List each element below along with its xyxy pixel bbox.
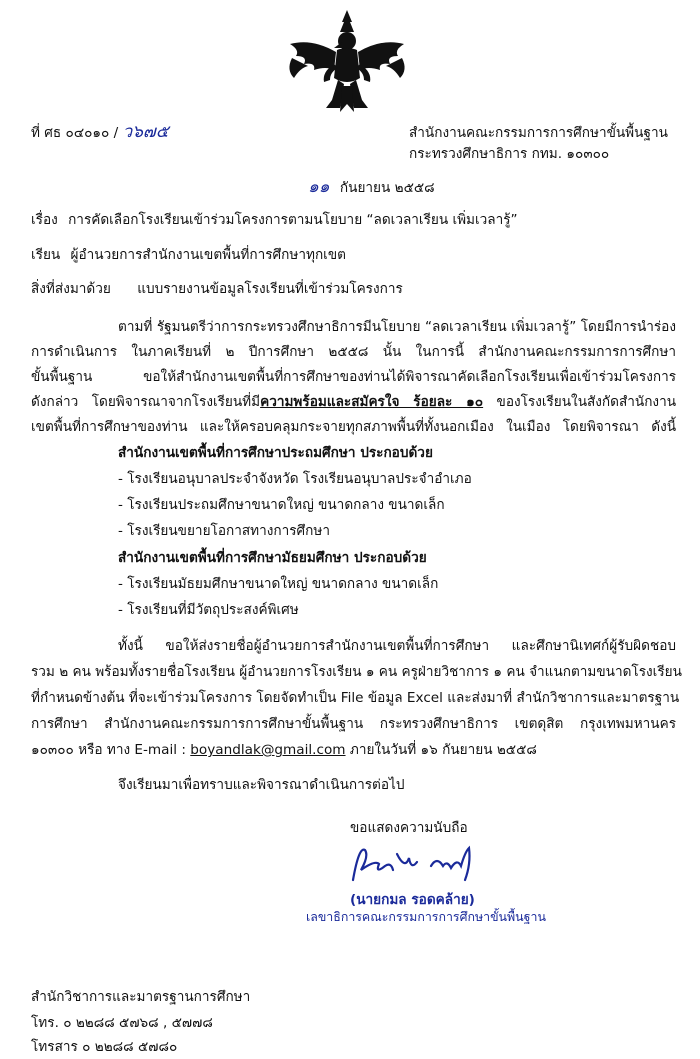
paragraph-1-line-3: ขั้นพื้นฐาน ขอให้สำนักงานเขตพื้นที่การศึกษาของท่านได้พิจารณาคัดเลือกโรงเรียนเพื่อเข้าร่วมโครงการ bbox=[31, 369, 676, 385]
paragraph-1-line-5: เขตพื้นที่การศึกษาของท่าน และให้ครอบคลุมกระจายทุกสภาพพื้นที่ทั้งนอกเมือง ในเมือง โดยพิจารณา ดังนี้ bbox=[31, 419, 676, 435]
secondary-item: - โรงเรียนที่มีวัตถุประสงค์พิเศษ bbox=[118, 602, 299, 618]
complimentary-close: ขอแสดงความนับถือ bbox=[350, 820, 468, 836]
enclosure-label: สิ่งที่ส่งมาด้วย bbox=[31, 281, 111, 297]
primary-item: - โรงเรียนประถมศึกษาขนาดใหญ่ ขนาดกลาง ขนาดเล็ก bbox=[118, 497, 445, 513]
paragraph-1-line-1: ตามที่ รัฐมนตรีว่าการกระทรวงศึกษาธิการมีนโยบาย “ลดเวลาเรียน เพิ่มเวลารู้” โดยมีการนำร่อง bbox=[118, 319, 676, 335]
primary-heading: สำนักงานเขตพื้นที่การศึกษาประถมศึกษา ประกอบด้วย bbox=[118, 445, 433, 461]
criteria-tail: ของโรงเรียนในสังกัดสำนักงาน bbox=[483, 394, 677, 410]
email-address: boyandlak@gmail.com bbox=[190, 742, 346, 758]
secondary-heading: สำนักงานเขตพื้นที่การศึกษามัธยมศึกษา ประกอบด้วย bbox=[118, 550, 427, 566]
paragraph-1-line-4 bbox=[31, 390, 676, 412]
criteria-intro: ดังกล่าว โดยพิจารณาจากโรงเรียนที่มี bbox=[31, 394, 261, 410]
addressee-line bbox=[31, 243, 346, 265]
reference-prefix: ที่ ศธ ๐๔๐๑๐ / bbox=[31, 125, 119, 141]
email-prefix: ๑๐๓๐๐ หรือ ทาง E-mail : bbox=[31, 742, 191, 758]
primary-item: - โรงเรียนอนุบาลประจำจังหวัด โรงเรียนอนุบาลประจำอำเภอ bbox=[118, 471, 472, 487]
subject-label: เรื่อง bbox=[31, 212, 58, 228]
footer-department: สำนักวิชาการและมาตรฐานการศึกษา bbox=[31, 989, 251, 1005]
garuda-emblem-icon bbox=[282, 8, 412, 116]
paragraph-2-line-5 bbox=[31, 738, 537, 760]
paragraph-2-line-1: ทั้งนี้ ขอให้ส่งรายชื่อผู้อำนวยการสำนักงานเขตพื้นที่การศึกษา และศึกษานิเทศก์ผู้รับผิดชอบ bbox=[118, 638, 676, 654]
reference-handwritten: ว๖๗๕ bbox=[122, 122, 169, 142]
subject-text: การคัดเลือกโรงเรียนเข้าร่วมโครงการตามนโยบาย “ลดเวลาเรียน เพิ่มเวลารู้” bbox=[68, 212, 518, 228]
office-name: สำนักงานคณะกรรมการการศึกษาขั้นพื้นฐาน bbox=[409, 125, 668, 141]
paragraph-2-line-4: การศึกษา สำนักงานคณะกรรมการการศึกษาขั้นพื้นฐาน กระทรวงศึกษาธิการ เขตดุสิต กรุงเทพมหานคร bbox=[31, 716, 676, 732]
enclosure-text: แบบรายงานข้อมูลโรงเรียนที่เข้าร่วมโครงการ bbox=[137, 281, 403, 297]
subject-line bbox=[31, 208, 518, 230]
signatory-position: เลขาธิการคณะกรรมการการศึกษาขั้นพื้นฐาน bbox=[306, 909, 546, 924]
primary-item: - โรงเรียนขยายโอกาสทางการศึกษา bbox=[118, 523, 331, 539]
handwritten-signature-icon bbox=[345, 840, 495, 885]
enclosure-line bbox=[31, 277, 403, 299]
addressee-label: เรียน bbox=[31, 247, 61, 263]
letter-date bbox=[308, 173, 435, 200]
date-day-handwritten: ๑๑ bbox=[308, 177, 330, 197]
criteria-emphasis: ความพร้อมและสมัครใจ ร้อยละ ๑๐ bbox=[260, 394, 484, 410]
office-address: กระทรวงศึกษาธิการ กทม. ๑๐๓๐๐ bbox=[409, 146, 610, 162]
footer-fax: โทรสาร ๐ ๒๒๘๘ ๕๗๘๐ bbox=[31, 1039, 178, 1055]
paragraph-2-line-3: ที่กำหนดข้างต้น ที่จะเข้าร่วมโครงการ โดยจัดทำเป็น File ข้อมูล Excel และส่งมาที่ สำนักวิชาการและมาตรฐาน bbox=[31, 690, 680, 706]
reference-number bbox=[31, 118, 169, 145]
signatory-name: (นายกมล รอดคล้าย) bbox=[350, 892, 475, 908]
paragraph-2-line-2: รวม ๒ คน พร้อมทั้งรายชื่อโรงเรียน ผู้อำนวยการโรงเรียน ๑ คน ครูฝ่ายวิชาการ ๑ คน จำแนกตามขนาดโรงเรียน bbox=[31, 664, 682, 680]
footer-telephone: โทร. ๐ ๒๒๘๘ ๕๗๖๘ , ๕๗๗๘ bbox=[31, 1015, 213, 1031]
addressee-text: ผู้อำนวยการสำนักงานเขตพื้นที่การศึกษาทุกเขต bbox=[70, 247, 346, 263]
date-month-year: กันยายน ๒๕๕๘ bbox=[339, 180, 435, 196]
secondary-item: - โรงเรียนมัธยมศึกษาขนาดใหญ่ ขนาดกลาง ขนาดเล็ก bbox=[118, 576, 439, 592]
deadline-text: ภายในวันที่ ๑๖ กันยายน ๒๕๕๘ bbox=[345, 742, 537, 758]
paragraph-1-line-2: การดำเนินการ ในภาคเรียนที่ ๒ ปีการศึกษา ๒๕๕๘ นั้น ในการนี้ สำนักงานคณะกรรมการการศึกษา bbox=[31, 344, 676, 360]
closing-paragraph: จึงเรียนมาเพื่อทราบและพิจารณาดำเนินการต่อไป bbox=[118, 777, 405, 793]
